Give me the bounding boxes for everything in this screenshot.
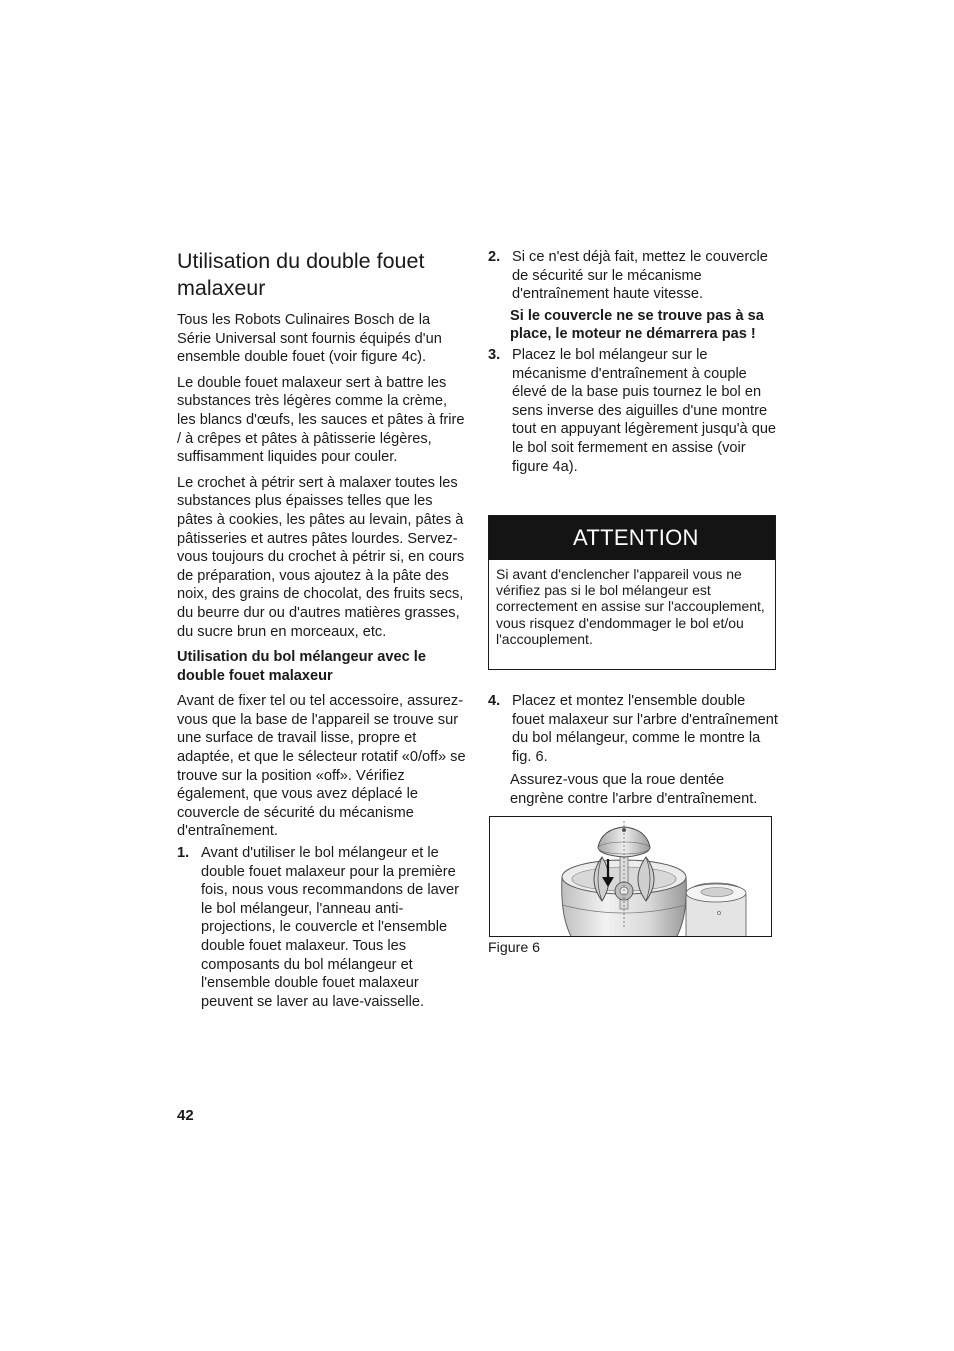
preparation-paragraph: Avant de fixer tel ou tel accessoire, assurez-vous que la base de l'appareil se trouve sur une surface de travail lisse, propre et adaptée, et que le sélecteur rotatif «0/off» se trouve sur la position «off». Vérifiez également, que vous avez déplacé le couvercle de sécurité du mécanisme d'entraînement. — [177, 693, 466, 840]
step-2-warning: Si le couvercle ne se trouve pas à sa place, le moteur ne démarrera pas ! — [510, 307, 764, 343]
right-column — [488, 248, 780, 476]
step-4-block — [488, 692, 780, 809]
step-4 — [488, 692, 780, 766]
attention-box — [488, 515, 776, 670]
step-3 — [488, 346, 780, 476]
step-1-number: 1. — [177, 845, 190, 862]
subheading: Utilisation du bol mélangeur avec le double fouet malaxeur — [177, 649, 426, 684]
attention-title: ATTENTION — [489, 516, 775, 560]
intro-paragraph: Tous les Robots Culinaires Bosch de la Série Universal sont fournis équipés d'un ensemble double fouet (voir figure 4c). — [177, 312, 442, 366]
whisk-paragraph: Le double fouet malaxeur sert à battre les substances très légères comme la crème, les blancs d'œufs, les sauces et pâtes à frire / à crêpes et pâtes à pâtisserie légères, suffisamment liquides pour couler. — [177, 374, 465, 466]
attention-text: Si avant d'enclencher l'appareil vous ne vérifiez pas si le bol mélangeur est correctement en assise sur l'accouplement, vous risquez d'endommager le bol et/ou l'accouplement. — [496, 566, 765, 647]
figure-caption: Figure 6 — [488, 940, 541, 956]
step-3-text: Placez le bol mélangeur sur le mécanisme d'entraînement à couple élevé de la base puis tournez le bol en sens inverse des aiguilles d'une montre tout en appuyant légèrement jusqu'à que le bol soit fermement en assise (voir figure 4a). — [512, 346, 777, 475]
step-2-text: Si ce n'est déjà fait, mettez le couvercle de sécurité sur le mécanisme d'entraînement haute vitesse. — [512, 249, 768, 303]
section-title: Utilisation du double fouet malaxeur — [177, 249, 425, 300]
figure-6-illustration — [489, 816, 772, 937]
step-2-number: 2. — [488, 249, 501, 265]
step-2 — [488, 248, 780, 304]
mixer-illustration — [490, 817, 772, 937]
step-1 — [177, 844, 467, 1011]
step-4-text: Placez et montez l'ensemble double fouet malaxeur sur l'arbre d'entraînement du bol mélangeur, comme le montre la fig. 6. — [512, 693, 778, 765]
page-number: 42 — [177, 1107, 194, 1124]
step-4-note: Assurez-vous que la roue dentée engrène contre l'arbre d'entraînement. — [510, 772, 758, 807]
left-column — [177, 248, 467, 1011]
step-1-text: Avant d'utiliser le bol mélangeur et le double fouet malaxeur pour la première fois, nous vous recommandons de laver le bol mélangeur, l'anneau anti-projections, le couvercle et l'ensemble double fouet malaxeur. Tous les composants du bol mélangeur et l'ensemble double fouet malaxeur peuvent se laver au lave-vaisselle. — [201, 845, 459, 1010]
step-4-number: 4. — [488, 693, 501, 709]
dough-hook-paragraph: Le crochet à pétrir sert à malaxer toutes les substances plus épaisses telles que les pâtes à cookies, les pâtes au levain, pâtes à pâtisseries et autres pâtes lourdes. Servez-vous toujours du crochet à pétrir si, en cours de préparation, vous ajoutez à la pâte des noix, des grains de chocolat, des fruits secs, du beurre dur ou d'autres matières grasses, du sucre brun en morceaux, etc. — [177, 474, 465, 640]
step-3-number: 3. — [488, 346, 501, 363]
